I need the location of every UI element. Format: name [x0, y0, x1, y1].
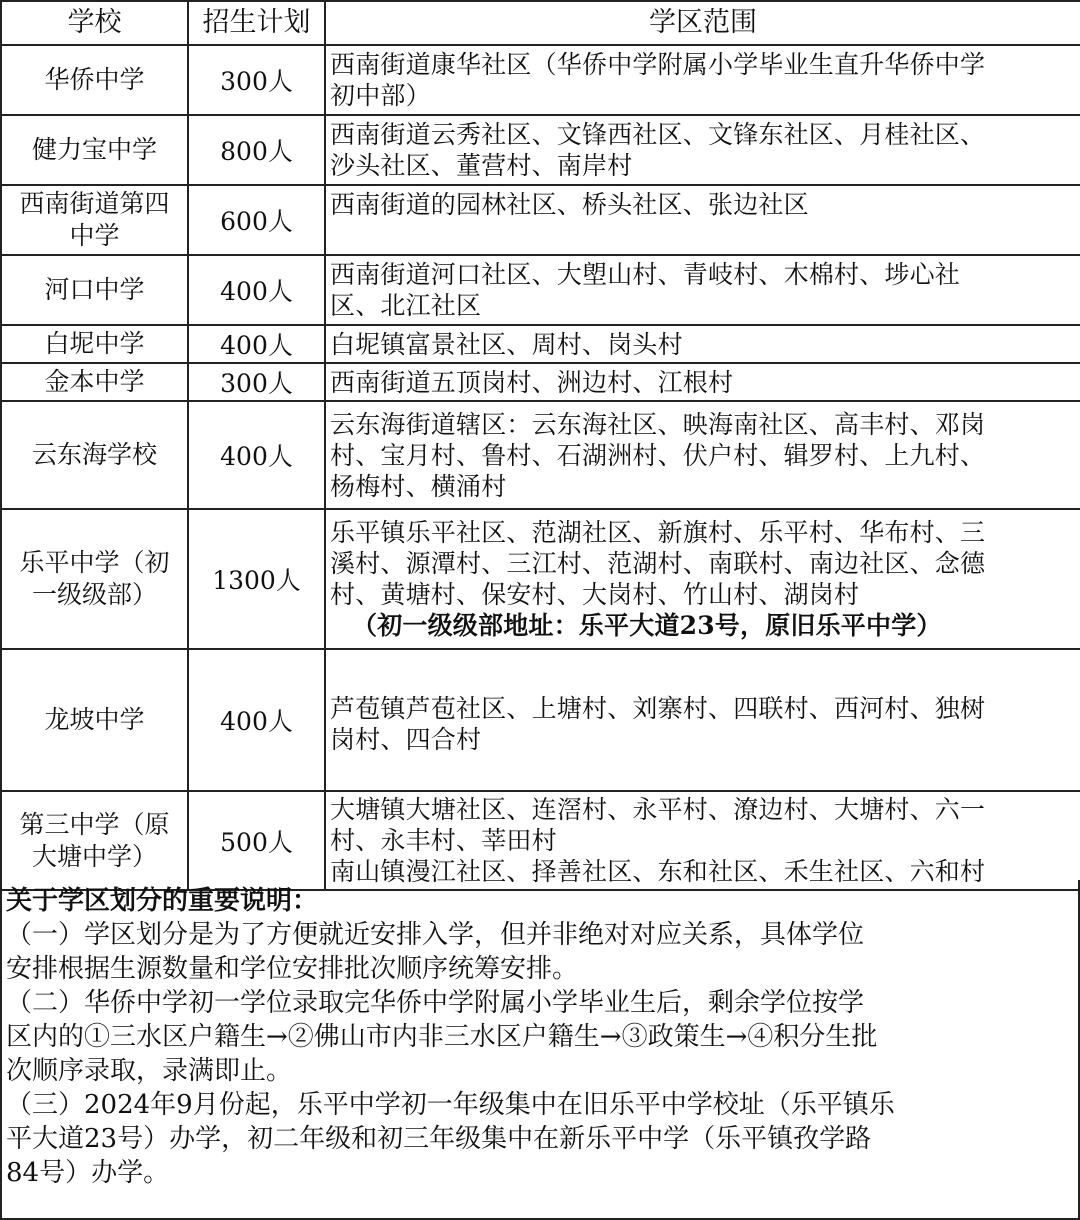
district-area-cell: [325, 509, 1080, 649]
district-area-line: 西南街道河口社区、大塱山村、青岐村、木棉村、埗心社: [330, 260, 961, 289]
note-line: 安排根据生源数量和学位安排批次顺序统筹安排。: [6, 954, 579, 984]
district-area-line: 村、宝月村、鲁村、石湖洲村、伏户村、辑罗村、上九村、: [330, 440, 986, 470]
table-body: [1, 45, 1080, 890]
enrollment-plan-cell: 500人: [188, 791, 325, 890]
district-area-line: 西南街道康华社区（华侨中学附属小学毕业生直升华侨中学: [330, 50, 986, 79]
note-line: （二）华侨中学初一学位录取完华侨中学附属小学毕业生后，剩余学位按学: [6, 988, 865, 1018]
enrollment-plan-cell: 800人: [188, 115, 325, 185]
school-name-line: 云东海学校: [31, 440, 157, 469]
district-area-line: 芦苞镇芦苞社区、上塘村、刘寨村、四联村、西河村、独树: [330, 694, 986, 723]
school-name-cell: [1, 649, 188, 791]
table-row: [1, 115, 1080, 185]
note-line: 区内的①三水区户籍生→②佛山市内非三水区户籍生→③政策生→④积分生批: [6, 1022, 878, 1052]
campus-address-note: （初一级级部地址：乐平大道23号，原旧乐平中学）: [352, 611, 942, 640]
notes-lines: [6, 918, 1074, 1190]
table-row: [1, 255, 1080, 325]
table-row: [1, 509, 1080, 649]
school-name-line: 大塘中学）: [31, 841, 157, 871]
district-area-line: 云东海街道辖区：云东海社区、映海南社区、高丰村、邓岗: [330, 409, 986, 439]
district-area-line: 西南街道五顶岗村、洲边村、江根村: [330, 367, 734, 397]
district-area-line: 西南街道云秀社区、文锋西社区、文锋东社区、月桂社区、: [330, 120, 986, 149]
school-name-cell: [1, 401, 188, 509]
district-area-line: 村、永丰村、莘田村: [330, 826, 557, 855]
notes-title: 关于学区划分的重要说明：: [6, 886, 319, 916]
district-area-line: 杨梅村、横涌村: [330, 471, 507, 501]
district-area-cell: [325, 115, 1080, 185]
district-area-line: 溪村、源潭村、三江村、范湖村、南联村、南边社区、念德: [330, 549, 986, 578]
table-row: [1, 401, 1080, 509]
school-name-cell: [1, 45, 188, 115]
district-area-line: 初中部）: [330, 81, 431, 110]
school-name-cell: [1, 363, 188, 401]
enrollment-plan-cell: 400人: [188, 401, 325, 509]
district-area-line: 乐平镇乐平社区、范湖社区、新旗村、乐平村、华布村、三: [330, 518, 986, 547]
school-name-line: 金本中学: [44, 367, 145, 396]
district-area-line: 岗村、四合村: [330, 725, 482, 754]
district-area-line: [330, 220, 1074, 251]
school-name-line: 健力宝中学: [31, 135, 157, 164]
district-area-cell: [325, 649, 1080, 791]
school-name-cell: [1, 509, 188, 649]
district-area-cell: [325, 45, 1080, 115]
district-area-cell: [325, 325, 1080, 363]
notes-section: [0, 880, 1080, 1220]
school-name-line: 华侨中学: [44, 65, 145, 94]
school-name-line: 龙坡中学: [44, 705, 145, 734]
enrollment-plan-cell: 400人: [188, 649, 325, 791]
enrollment-plan-cell: 400人: [188, 325, 325, 363]
school-name-cell: [1, 115, 188, 185]
table-row: [1, 325, 1080, 363]
district-area-line: 南山镇漫江社区、择善社区、东和社区、禾生社区、六和村: [330, 857, 986, 886]
note-line: 平大道23号）办学，初二年级和初三年级集中在新乐平中学（乐平镇孜学路: [6, 1124, 872, 1154]
school-name-line: 白坭中学: [44, 329, 145, 358]
district-area-line: 大塘镇大塘社区、连滘村、永平村、潦边村、大塘村、六一: [330, 795, 986, 824]
district-area-line: 白坭镇富景社区、周村、岗头村: [330, 329, 683, 359]
school-name-line: 西南街道第四: [19, 189, 170, 218]
note-line: （三）2024年9月份起，乐平中学初一年级集中在旧乐平中学校址（乐平镇乐: [6, 1090, 895, 1120]
enrollment-plan-cell: 1300人: [188, 509, 325, 649]
enrollment-plan-cell: 400人: [188, 255, 325, 325]
header-plan: 招生计划: [188, 1, 325, 45]
note-line: （一）学区划分是为了方便就近安排入学，但并非绝对对应关系，具体学位: [6, 920, 865, 950]
table-row: [1, 185, 1080, 255]
school-name-line: 河口中学: [44, 275, 145, 304]
school-name-cell: [1, 255, 188, 325]
school-name-cell: [1, 791, 188, 890]
header-row: [1, 1, 1080, 45]
table-row: [1, 363, 1080, 401]
district-area-line: 西南街道的园林社区、桥头社区、张边社区: [330, 190, 809, 219]
district-area-cell: [325, 791, 1080, 890]
school-name-line: 中学: [69, 221, 120, 250]
district-area-cell: [325, 363, 1080, 401]
header-school: 学校: [1, 1, 188, 45]
table-row: [1, 649, 1080, 791]
district-area-cell: [325, 401, 1080, 509]
note-line: 次顺序录取，录满即止。: [6, 1056, 293, 1086]
school-name-line: 一级级部）: [31, 580, 157, 609]
school-name-line: 乐平中学（初: [19, 548, 170, 577]
district-area-cell: [325, 255, 1080, 325]
district-area-cell: [325, 185, 1080, 255]
table-row: [1, 45, 1080, 115]
header-area: 学区范围: [325, 1, 1080, 45]
school-name-cell: [1, 185, 188, 255]
district-area-line: 沙头社区、董营村、南岸村: [330, 151, 633, 180]
enrollment-plan-cell: 600人: [188, 185, 325, 255]
district-area-line: 村、黄塘村、保安村、大岗村、竹山村、湖岗村: [330, 580, 860, 609]
enrollment-plan-cell: 300人: [188, 45, 325, 115]
table-row: [1, 791, 1080, 890]
district-area-line: 区、北江社区: [330, 291, 482, 320]
school-name-cell: [1, 325, 188, 363]
enrollment-plan-cell: 300人: [188, 363, 325, 401]
note-line: 84号）办学。: [6, 1158, 170, 1188]
school-name-line: 第三中学（原: [19, 809, 170, 839]
